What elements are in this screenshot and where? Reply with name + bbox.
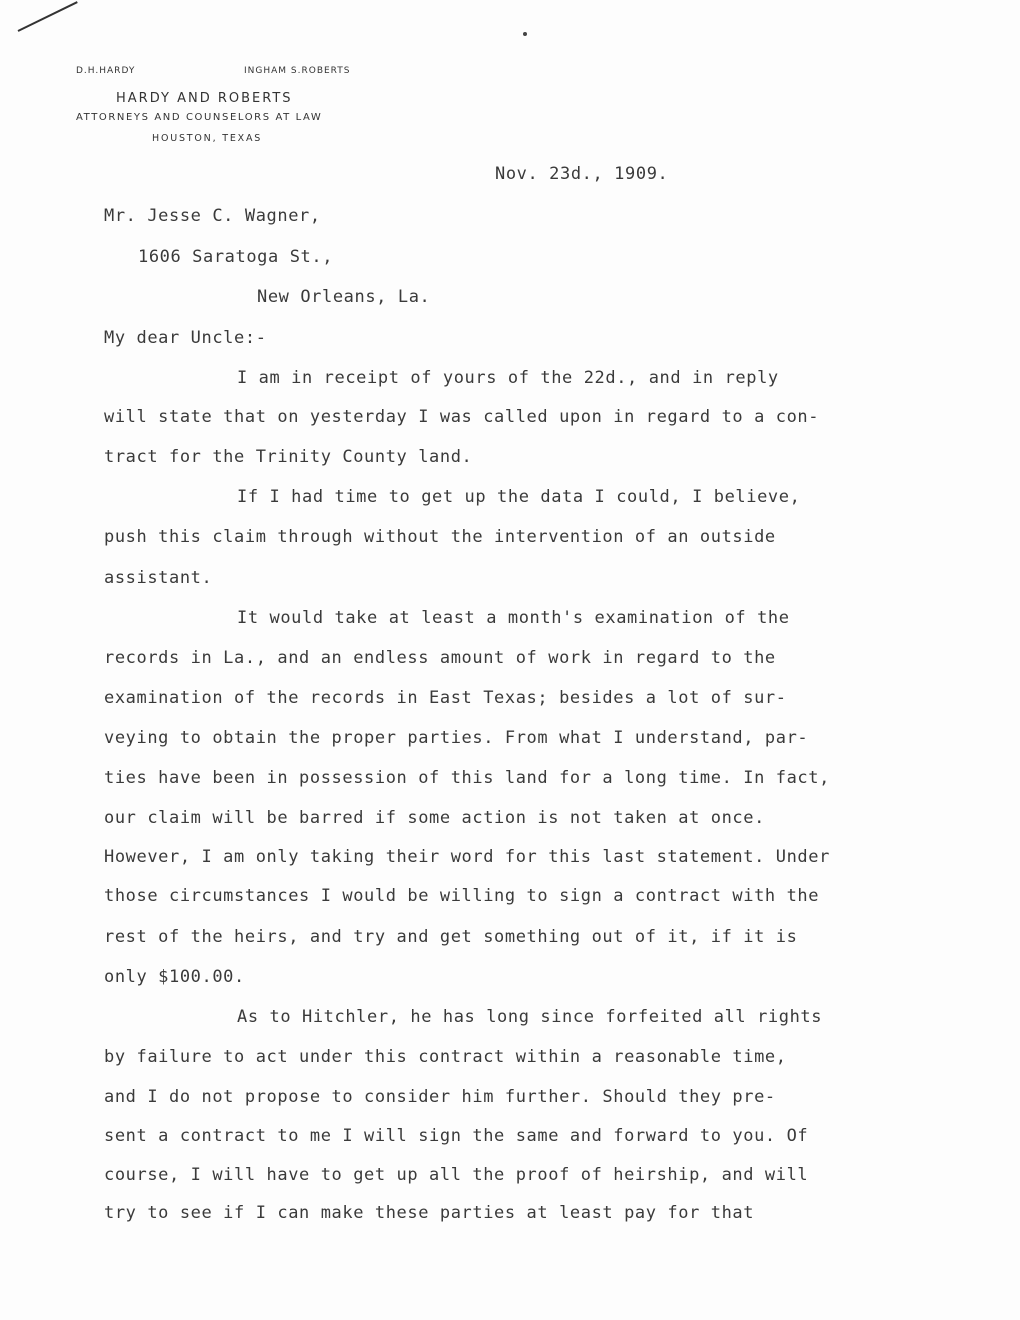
body-line: records in La., and an endless amount of work in regard to the: [104, 648, 776, 668]
pen-mark: [18, 1, 78, 32]
letter-date: Nov. 23d., 1909.: [495, 164, 669, 184]
firm-subtitle: ATTORNEYS AND COUNSELORS AT LAW: [76, 112, 323, 123]
body-line: and I do not propose to consider him further. Should they pre-: [104, 1087, 776, 1107]
body-line: If I had time to get up the data I could, I believe,: [237, 487, 801, 507]
ink-dot: [523, 32, 527, 36]
body-line: However, I am only taking their word for this last statement. Under: [104, 847, 830, 867]
body-line: examination of the records in East Texas; besides a lot of sur-: [104, 688, 787, 708]
recipient-city: New Orleans, La.: [257, 287, 431, 307]
body-line: veying to obtain the proper parties. From what I understand, par-: [104, 728, 809, 748]
body-line: assistant.: [104, 568, 213, 588]
body-line: ties have been in possession of this land for a long time. In fact,: [104, 768, 830, 788]
body-line: sent a contract to me I will sign the same and forward to you. Of: [104, 1126, 809, 1146]
body-line: will state that on yesterday I was called upon in regard to a con-: [104, 407, 820, 427]
body-line: our claim will be barred if some action is not taken at once.: [104, 808, 765, 828]
body-line: It would take at least a month's examination of the: [237, 608, 790, 628]
body-line: rest of the heirs, and try and get something out of it, if it is: [104, 927, 798, 947]
body-line: push this claim through without the intervention of an outside: [104, 527, 776, 547]
firm-city: HOUSTON, TEXAS: [152, 133, 263, 144]
recipient-street: 1606 Saratoga St.,: [138, 247, 334, 267]
body-line: I am in receipt of yours of the 22d., and in reply: [237, 368, 779, 388]
partner-right: INGHAM S.ROBERTS: [244, 66, 351, 76]
body-line: tract for the Trinity County land.: [104, 447, 473, 467]
body-line: only $100.00.: [104, 967, 245, 987]
firm-name: HARDY AND ROBERTS: [116, 91, 293, 106]
body-line: those circumstances I would be willing to sign a contract with the: [104, 886, 820, 906]
body-line: try to see if I can make these parties at least pay for that: [104, 1203, 755, 1223]
salutation: My dear Uncle:-: [104, 328, 267, 348]
partner-left: D.H.HARDY: [76, 66, 136, 76]
recipient-name: Mr. Jesse C. Wagner,: [104, 206, 321, 226]
body-line: course, I will have to get up all the proof of heirship, and will: [104, 1165, 809, 1185]
body-line: As to Hitchler, he has long since forfeited all rights: [237, 1007, 823, 1027]
body-line: by failure to act under this contract within a reasonable time,: [104, 1047, 787, 1067]
